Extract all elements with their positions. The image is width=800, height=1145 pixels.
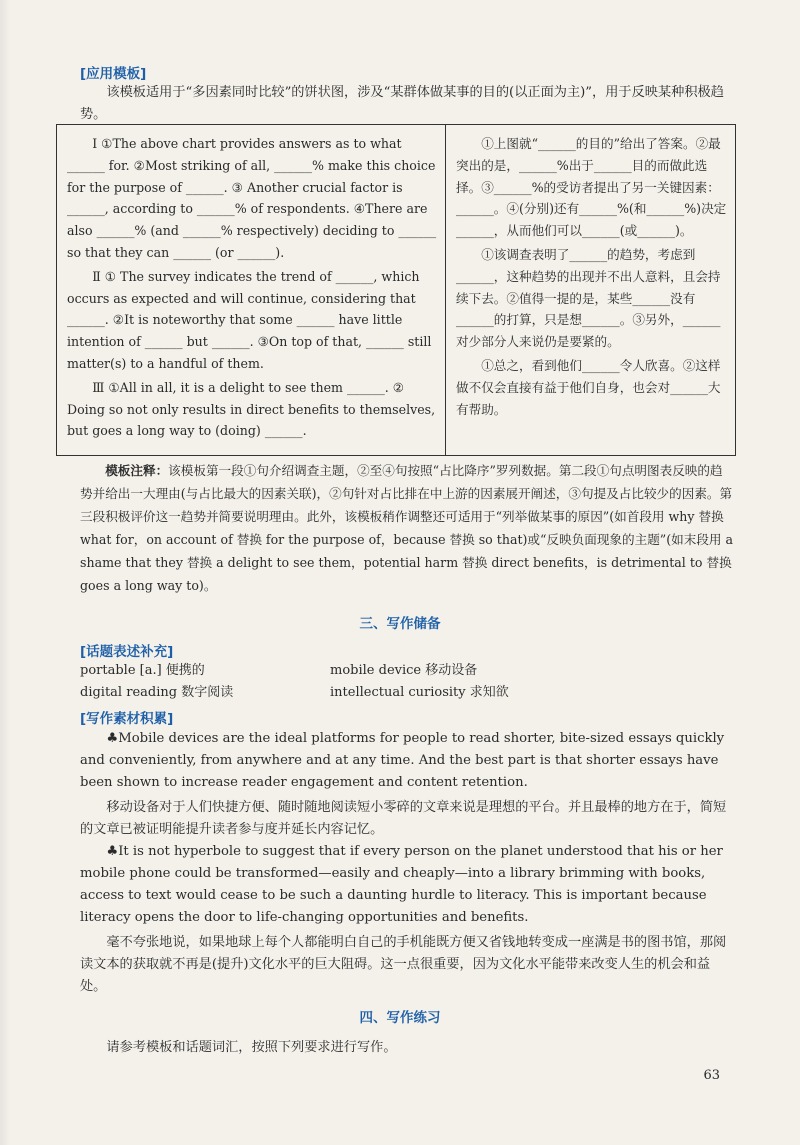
- apply-template-label: [应用模板]: [80, 66, 147, 82]
- material-1-english: ♣Mobile devices are the ideal platforms for people to read shorter, bite-sized essays quickly and conveniently, from anywhere and at any time. And the best part is that shorter essays have been shown to increase reader engagement and content retention.: [80, 731, 725, 790]
- material-2-english: ♣It is not hyperbole to suggest that if every person on the planet understood that his or her mobile phone could be transformed—easily and cheaply—into a library brimming with books, access to text would cease to be such a daunting hurdle to literacy. This is important because literacy opens the door to life-changing opportunities and benefits.: [80, 844, 723, 925]
- section-3-title: 三、写作储备: [359, 616, 441, 632]
- vocab-item: portable [a.] 便携的: [80, 663, 205, 678]
- template-english-column: [57, 125, 446, 456]
- template-note: [80, 459, 735, 597]
- template-en-para-3: Ⅲ ①All in all, it is a delight to see them ______. ② Doing so not only results in direct benefits to themselves, but goes a long way to (doing) ______.: [67, 379, 436, 439]
- vocab-item: mobile device 移动设备: [330, 663, 478, 678]
- template-table: [56, 124, 736, 456]
- topic-label: [话题表述补充]: [80, 644, 174, 660]
- page-number: 63: [703, 1068, 720, 1083]
- material-1-chinese: 移动设备对于人们快捷方便、随时随地阅读短小零碎的文章来说是理想的平台。并且最棒的地方在于，简短的文章已被证明能提升读者参与度并延长内容记忆。: [80, 800, 727, 837]
- template-zh-para-3: ①总之，看到他们______令人欣喜。②这样做不仅会直接有益于他们自身，也会对______大有帮助。: [456, 357, 721, 417]
- template-en-para-1: Ⅰ ①The above chart provides answers as to what ______ for. ②Most striking of all, ______% make this choice for the purpose of ______. ③ Another crucial factor is ______, according to ______% of respondents. ④There are also ______% (and ______% respectively) deciding to ______ so that they can ______ (or ______).: [67, 136, 437, 260]
- template-en-para-2: Ⅱ ① The survey indicates the trend of ______, which occurs as expected and will continue, considering that ______. ②It is noteworthy that some ______ have little intention of ______ but ______. ③On top of that, ______ still matter(s) to a handful of them.: [67, 268, 432, 371]
- page-edge-shadow: [0, 0, 10, 1145]
- vocab-item: intellectual curiosity 求知欲: [330, 685, 509, 700]
- section-4-title: 四、写作练习: [359, 1010, 441, 1026]
- material-2-chinese: 毫不夸张地说，如果地球上每个人都能明白自己的手机能既方便又省钱地转变成一座满是书的图书馆，那阅读文本的获取就不再是(提升)文化水平的巨大阻碍。这一点很重要，因为文化水平能带来改变人生的机会和益处。: [80, 935, 727, 994]
- material-label: [写作素材积累]: [80, 711, 174, 727]
- template-zh-para-1: ①上图就“______的目的”给出了答案。②最突出的是，______%出于______目的而做此选择。③______%的受访者提出了另一关键因素：______。④(分别)还有______%(和______%)决定______，从而他们可以______(或______)。: [456, 136, 727, 239]
- vocab-item: digital reading 数字阅读: [80, 685, 234, 700]
- intro-paragraph: 该模板适用于“多因素同时比较”的饼状图，涉及“某群体做某事的目的(以正面为主)”，用于反映某种积极趋势。: [80, 85, 724, 122]
- note-text: 该模板第一段①句介绍调查主题，②至④句按照“占比降序”罗列数据。第二段①句点明图表反映的趋势并给出一大理由(与占比最大的因素关联)，②句针对占比排在中上游的因素展开阐述，③句提及占比较少的因素。第三段积极评价这一趋势并简要说明理由。此外，该模板稍作调整还可适用于“列举做某事的原因”(如首段用 why 替换 what for，on account of 替换 for the purpose of，because 替换 so that)或“反映负面现象的主题”(如末段用 a shame that they 替换 a delight to see them，potential harm 替换 direct benefits，is detrimental to 替换 goes a long way to)。: [80, 463, 734, 593]
- exercise-instruction: 请参考模板和话题词汇，按照下列要求进行写作。: [106, 1040, 397, 1055]
- note-label: 模板注释：: [105, 463, 169, 478]
- template-zh-para-2: ①该调查表明了______的趋势，考虑到______，这种趋势的出现并不出人意料，且会持续下去。②值得一提的是，某些______没有______的打算，只是想______。③另外，______对少部分人来说仍是要紧的。: [456, 246, 721, 350]
- template-chinese-column: [446, 125, 736, 456]
